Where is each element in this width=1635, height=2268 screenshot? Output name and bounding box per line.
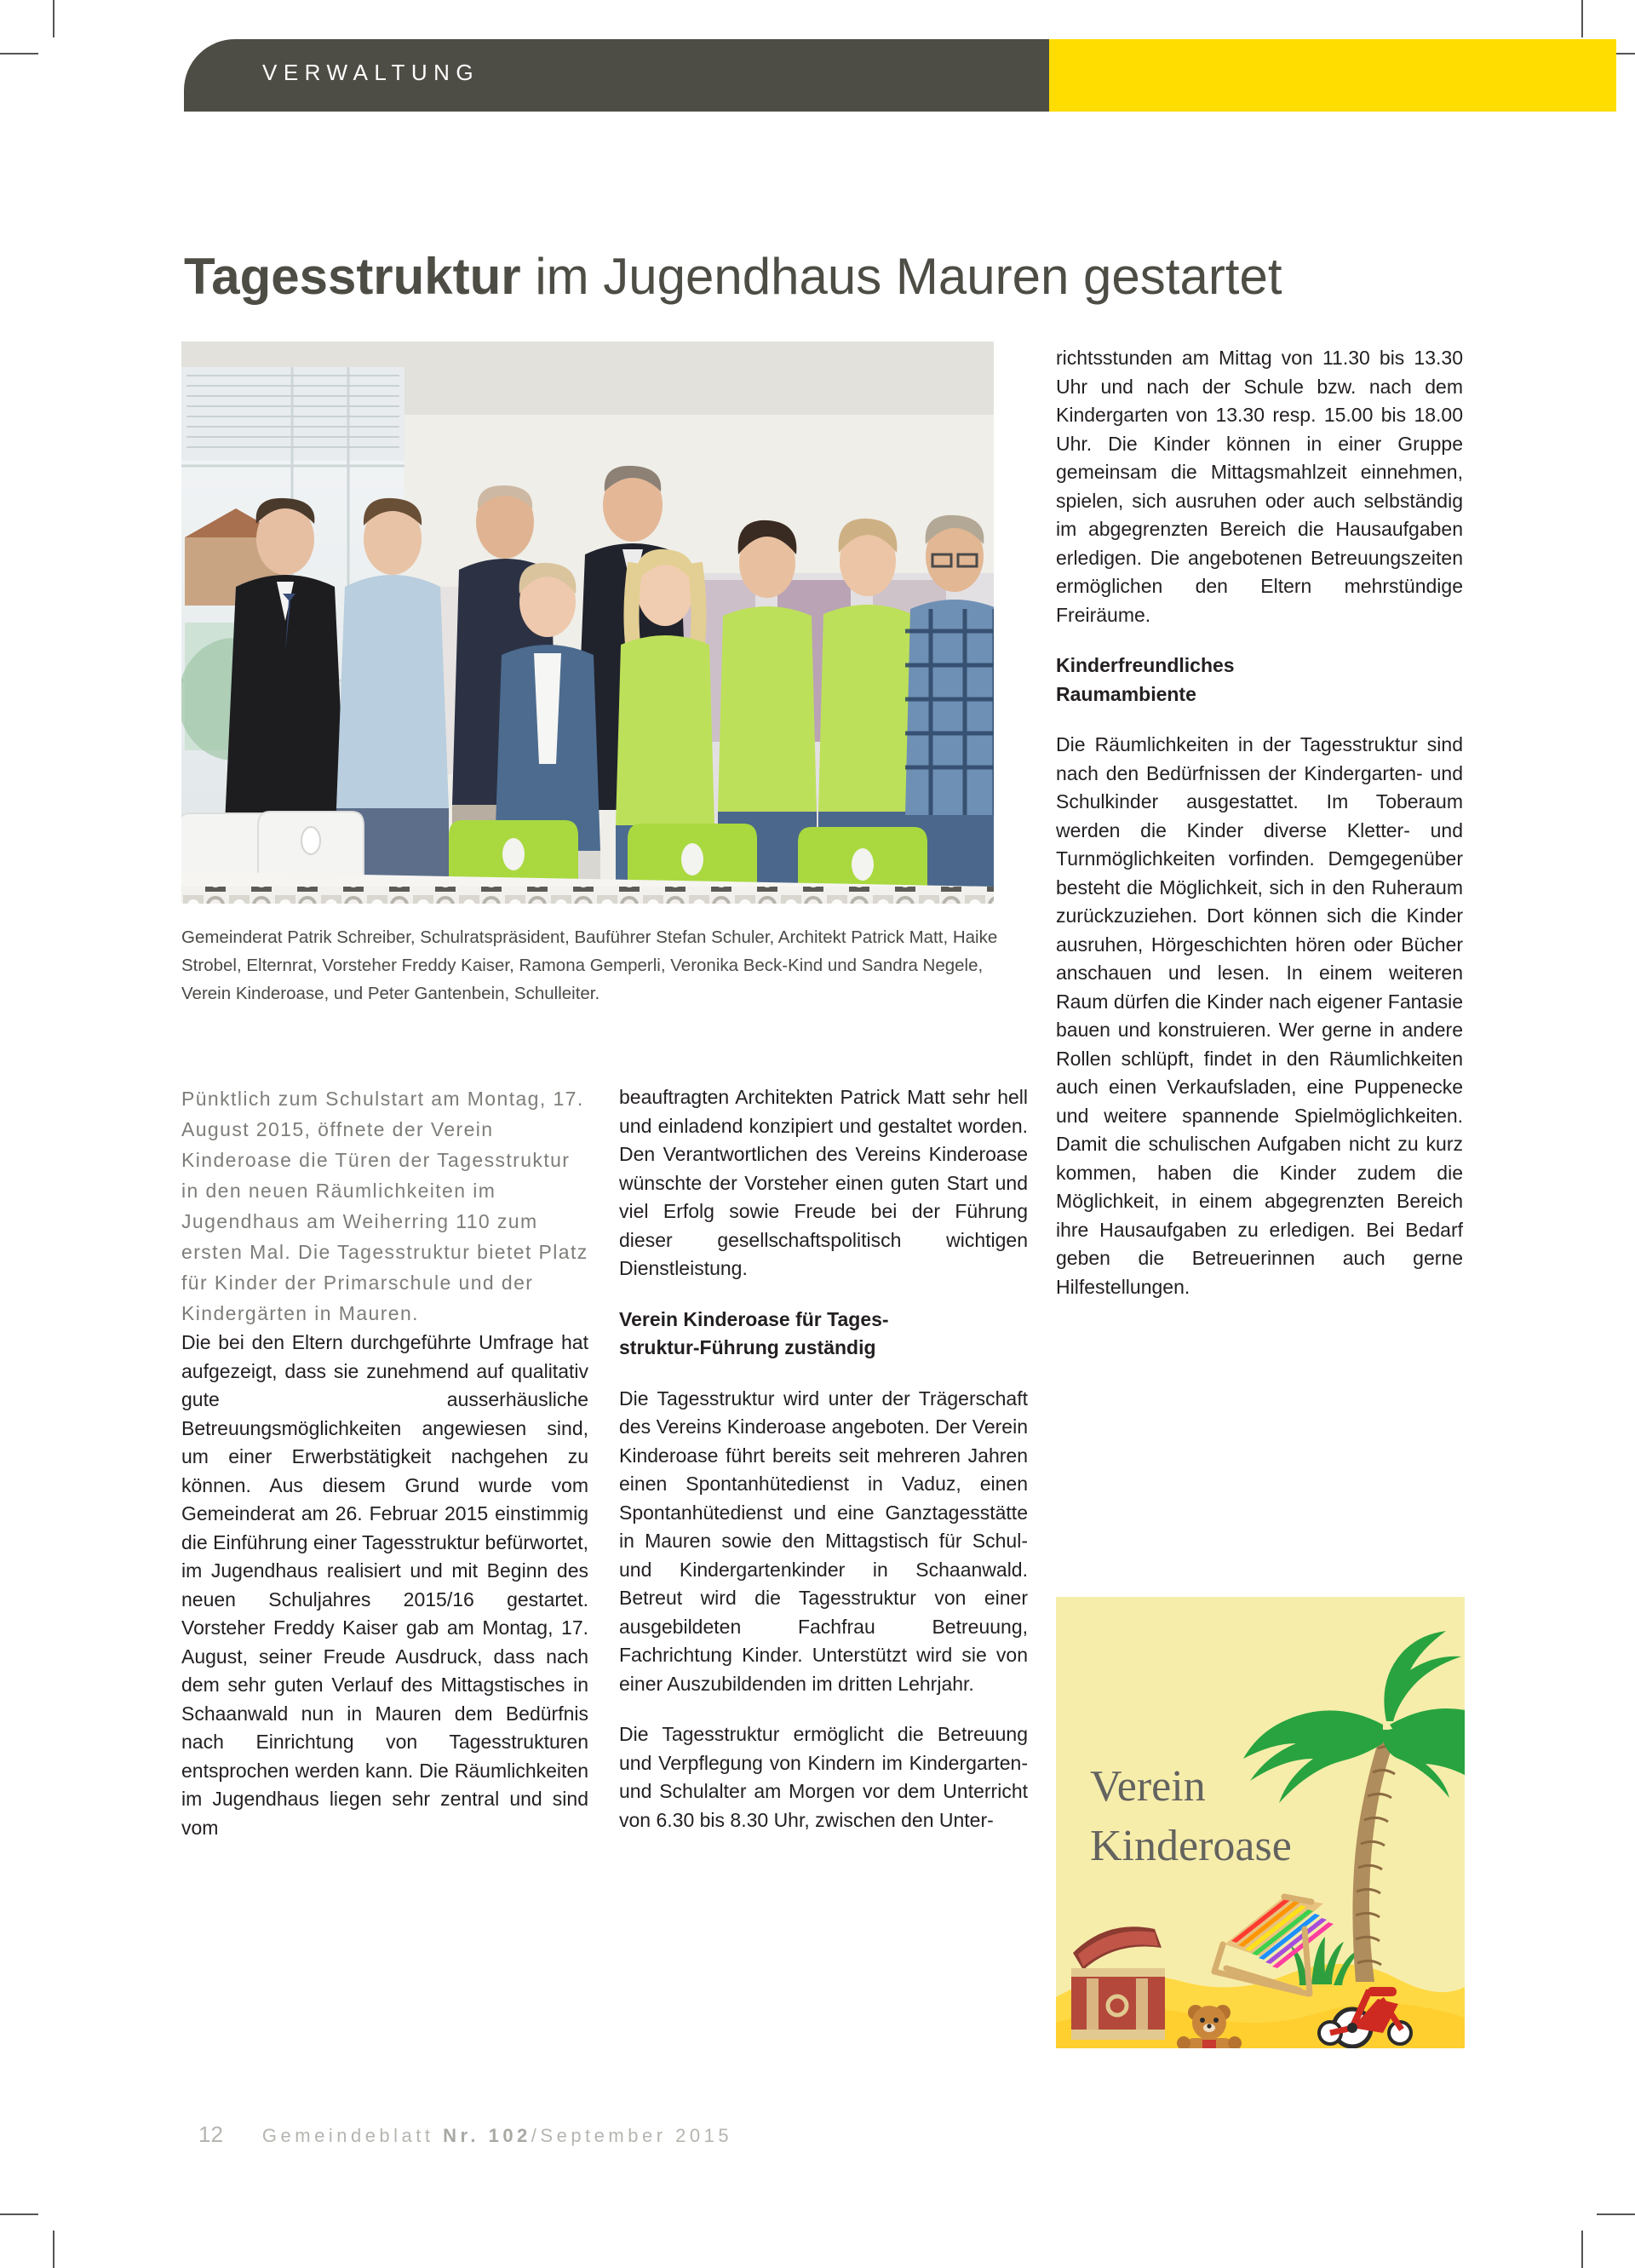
crop-mark-bottom-left-horizontal (0, 2213, 38, 2215)
column2-subheading: Verein Kinderoase für Tages- struktur-Führung zuständig (619, 1307, 889, 1358)
footer-publication: Gemeindeblatt (261, 2125, 444, 2146)
text-column-2 (619, 1083, 1028, 1834)
crop-mark-bottom-right-horizontal (1597, 2213, 1635, 2215)
column1-paragraph-1: Die bei den Eltern durchgeführte Umfrage hat aufgezeigt, dass sie zunehmend auf qualitativ gute ausserhäusliche Betreuungsmöglichkeiten angewiesen sind, um einer Erwerbstätigkeit nachgehen zu können. Aus diesem Grund wurde vom Gemeinderat am 26. Februar 2015 einstimmig die Einführung einer Tagesstruktur befürwortet, im Jugendhaus realisiert und mit Beginn des neuen Schuljahres 2015/16 gestartet. Vorsteher Freddy Kaiser gab am Montag, 17. August, seiner Freude Ausdruck, dass nach dem sehr guten Verlauf des Mittagstisches in Schaanwald nun in Mauren dem Bedürfnis nach Einrichtung von Tagesstrukturen entsprochen werden kann. Die Räumlichkeiten im Jugendhaus liegen sehr zentral und sind vom (181, 1331, 588, 1839)
page-footer (198, 2122, 732, 2148)
column3-paragraph-2: Die Räumlichkeiten in der Tagesstruktur sind nach den Bedürfnissen der Kindergarten- und Schulkinder ausgestattet. Im Toberaum werden die Kinder diverse Kletter- und Turnmöglichkeiten vorfinden. Demgegenüber besteht die Möglichkeit, sich in den Ruheraum zurückzuziehen. Dort können sich die Kinder ausruhen, Hörgeschichten hören oder Bücher anschauen und lesen. In einem weiteren Raum dürfen die Kinder nach eigener Fantasie bauen und konstruieren. Wer gerne in andere Rollen schlüpft, findet in den Räumlichkeiten auch einen Verkaufsladen, eine Puppenecke und weitere spannende Spielmöglichkeiten. Damit die schulischen Aufgaben nicht zu kurz kommen, haben die Kinder zudem die Möglichkeit, in einem abgegrenzten Bereich ihre Hausaufgaben zu erledigen. Bei Bedarf geben die Betreuerinnen auch gerne Hilfestellungen. (1056, 733, 1463, 1298)
page-title (184, 247, 1427, 306)
crop-mark-bottom-left-vertical (53, 2231, 54, 2268)
section-header-band (0, 39, 1635, 112)
column2-paragraph-3: Die Tagesstruktur ermöglicht die Betreuung und Verpflegung von Kindern im Kindergarten- und Schulalter am Morgen vor dem Unterricht von 6.30 bis 8.30 Uhr, zwischen den Unter- (619, 1723, 1028, 1831)
crop-mark-bottom-right-vertical (1581, 2231, 1583, 2268)
page-title-rest: im Jugendhaus Mauren gestartet (520, 248, 1282, 306)
group-photo (181, 342, 994, 904)
text-column-1 (181, 1083, 588, 1842)
group-photo-illustration (181, 342, 994, 904)
column3-subheading: Kinderfreundliches Raumambiente (1056, 654, 1235, 705)
photo-caption: Gemeinderat Patrik Schreiber, Schulratspräsident, Bauführer Stefan Schuler, Architekt Patrick Matt, Haike Strobel, Elternrat, Vorsteher Freddy Kaiser, Ramona Gemperli, Veronika Beck-Kind und Sandra Negele, Verein Kinderoase, und Peter Gantenbein, Schulleiter. (181, 927, 998, 1003)
treasure-chest-icon (1071, 1926, 1165, 2040)
section-header-accent-block (1049, 39, 1616, 112)
column2-paragraph-1: beauftragten Architekten Patrick Matt sehr hell und einladend konzipiert und gestaltet worden. Den Verantwortlichen des Vereins Kinderoase wünschte der Vorsteher einen guten Start und viel Erfolg sowie Freude bei der Führung dieser gesellschaftspolitisch wichtigen Dienstleistung. (619, 1086, 1028, 1279)
advert-title (1090, 1757, 1380, 1876)
lead-paragraph: Pünktlich zum Schulstart am Montag, 17. August 2015, öffnete der Verein Kinderoase die Türen der Tagesstruktur in den neuen Räumlichkeiten im Jugendhaus am Weiherring 110 zum ersten Mal. Die Tagesstruktur bietet Platz für Kinder der Primarschule und der Kindergärten in Mauren. (181, 1088, 588, 1324)
footer-date: /September 2015 (531, 2125, 733, 2146)
crop-mark-top-left-vertical (53, 0, 54, 37)
text-column-3 (1056, 344, 1463, 1301)
crop-mark-top-right-vertical (1581, 0, 1583, 37)
page-title-bold: Tagesstruktur (184, 248, 521, 306)
column3-paragraph-1: richtsstunden am Mittag von 11.30 bis 13.30 Uhr und nach der Schule bzw. nach dem Kindergarten von 13.30 resp. 15.00 bis 18.00 Uhr. Die Kinder können in einer Gruppe gemeinsam die Mittagsmahlzeit einnehmen, spielen, sich ausruhen oder auch selbständig im abgegrenzten Bereich die Hausaufgaben erledigen. Die angebotenen Betreuungszeiten ermöglichen den Eltern mehrstündige Freiräume. (1056, 347, 1463, 626)
verein-kinderoase-advert[interactable] (1056, 1597, 1465, 2048)
footer-issue: Nr. 102 (443, 2125, 531, 2146)
advert-title-line-2: Kinderoase (1090, 1822, 1292, 1870)
page-number: 12 (198, 2122, 223, 2147)
lead-paragraph-wrapper (181, 1083, 588, 1329)
section-label: VERWALTUNG (262, 60, 480, 85)
column2-paragraph-2: Die Tagesstruktur wird unter der Trägerschaft des Vereins Kinderoase angeboten. Der Verein Kinderoase führt bereits seit mehreren Jahren einen Spontanhütedienst in Vaduz, einen Spontanhütedienst und eine Ganztagesstätte in Mauren sowie den Mittagstisch für Schul- und Kindergartenkinder in Schaanwald. Betreut wird die Tagesstruktur von einer ausgebildeten Fachfrau Betreuung, Fachrichtung Kinder. Unterstützt wird sie von einer Auszubildenden im dritten Lehrjahr. (619, 1387, 1028, 1695)
advert-title-line-1: Verein (1090, 1762, 1206, 1811)
